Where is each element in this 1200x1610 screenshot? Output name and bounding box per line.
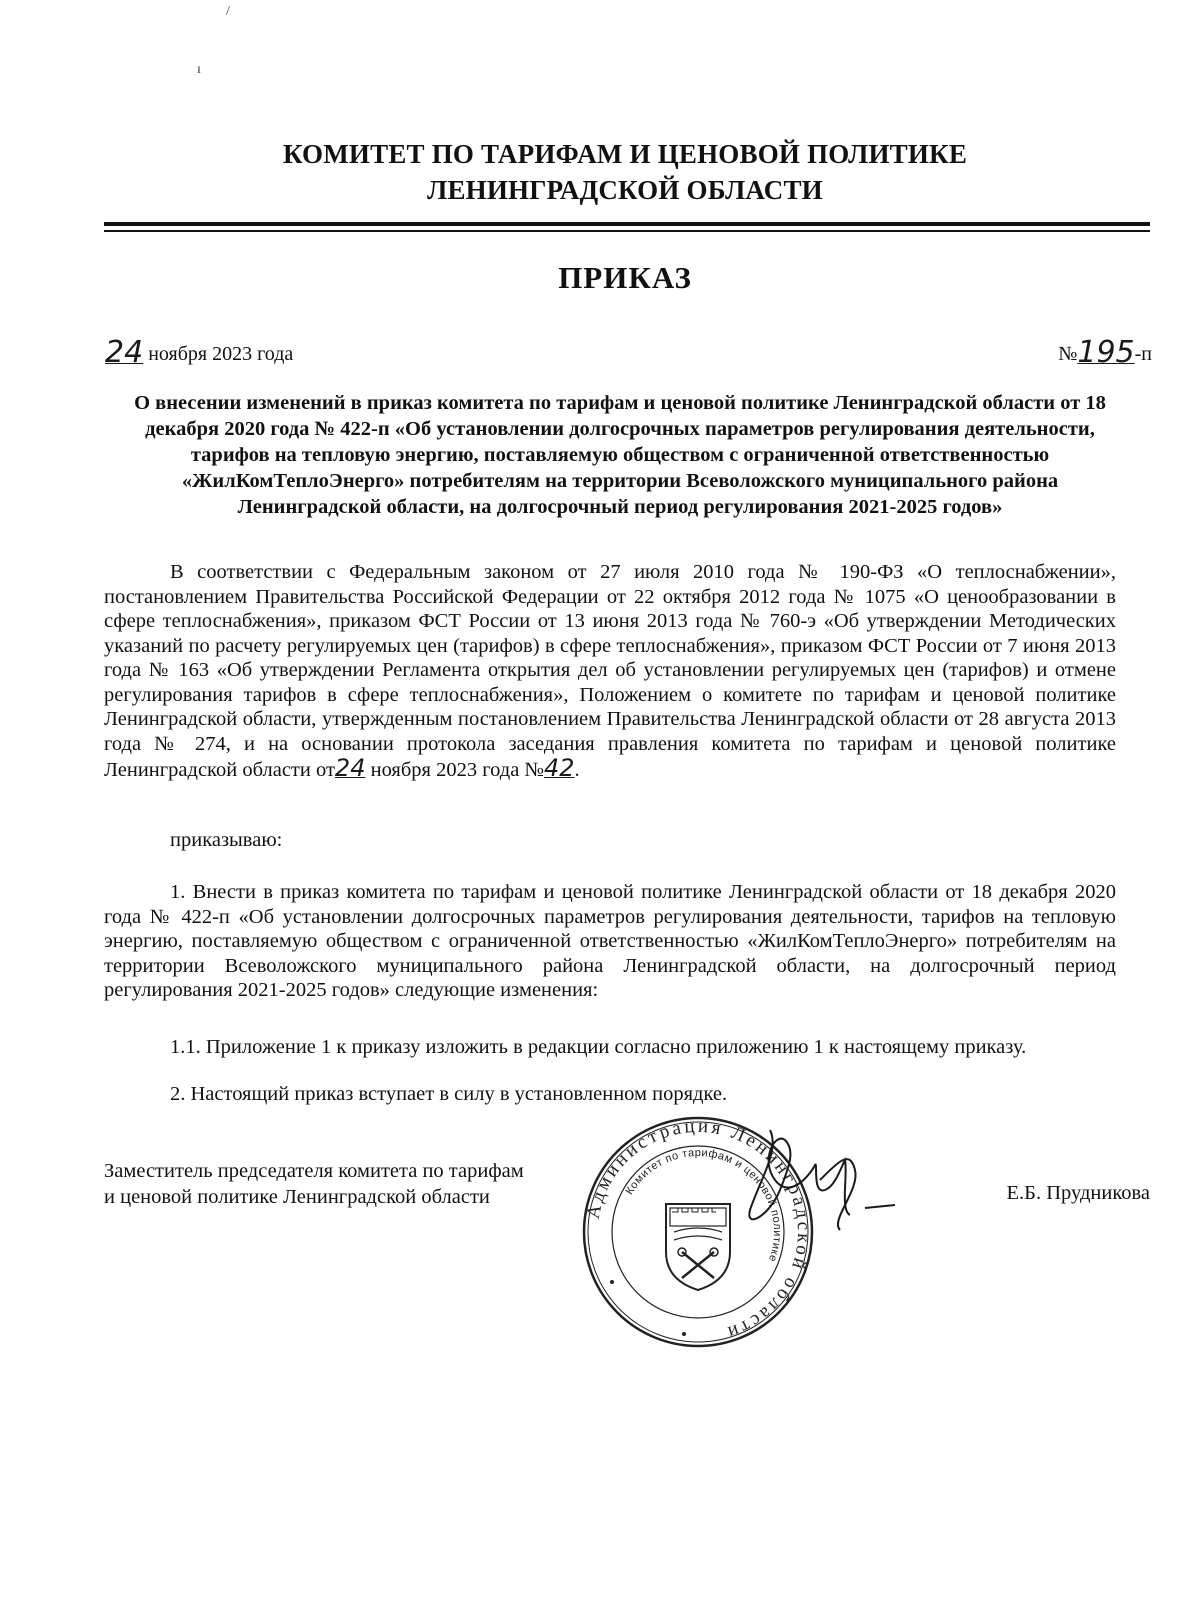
issuer-line-2: ЛЕНИНГРАДСКОЙ ОБЛАСТИ [427,175,823,205]
date-day-handwritten: 24 [105,335,144,370]
item-1-1: 1.1. Приложение 1 к приказу изложить в редакции согласно приложению 1 к настоящему приказу. [170,1036,1027,1058]
number-prefix: № [1058,343,1078,365]
protocol-day-handwritten: 24 [334,754,366,782]
preamble-paragraph [104,560,1116,783]
issuer-header [100,136,1150,208]
header-rule-thick [104,222,1150,226]
preamble-text: В соответствии с Федеральным законом от 27 июля 2010 года № 190-ФЗ «О теплоснабжении», постановлением Правительства Российской Федерации от 22 октября 2012 года № 1075 «О ценообразовании в сфере теплоснабжения», приказом ФСТ России от 13 июня 2013 года № 760-э «Об утверждении Методических указаний по расчету регулируемых цен (тарифов) в сфере теплоснабжения», приказом ФСТ России от 7 июня 2013 года № 163 «Об утверждении Регламента открытия дел об установлении регулируемых цен (тарифов) и отмене регулирования тарифов в сфере теплоснабжения», Положением о комитете по тарифам и ценовой политике Ленинградской области, утвержденным постановлением Правительства Ленинградской области от 28 августа 2013 года № 274, и на основании протокола заседания правления комитета по тарифам и ценовой политике Ленинградской области от [104,561,1116,781]
item-2: 2. Настоящий приказ вступает в силу в установленном порядке. [170,1083,728,1105]
issuer-line-1: КОМИТЕТ ПО ТАРИФАМ И ЦЕНОВОЙ ПОЛИТИКЕ [282,139,968,169]
header-rule-thin [104,230,1150,232]
signatory-position [104,1158,524,1210]
document-title: О внесении изменений в приказ комитета по тарифам и ценовой политике Ленинградской области от 18 декабря 2020 года № 422-п «Об установлении долгосрочных параметров регулирования деятельности, тарифов на тепловую энергию, поставляемую обществом с ограниченной ответственностью «ЖилКомТеплоЭнерго» потребителям на территории Всеволожского муниципального района Ленинградской области, на долгосрочный период регулирования 2021-2025 годов» [134,392,1106,518]
number-handwritten: 195 [1077,335,1135,370]
preamble-end: . [574,759,580,781]
decree-word: приказываю: [170,829,283,851]
handwritten-signature [700,1120,920,1250]
item-1: 1. Внести в приказ комитета по тарифам и ценовой политике Ленинградской области от 18 декабря 2020 года № 422-п «Об установлении долгосрочных параметров регулирования деятельности, тарифов на тепловую энергию, поставляемую обществом с ограниченной ответственностью «ЖилКомТеплоЭнерго» потребителям на территории Всеволожского муниципального района Ленинградской области, на долгосрочный период регулирования 2021-2025 годов» следующие изменения: [104,881,1116,1001]
document-number [1058,335,1152,370]
date-month-year: ноября 2023 года [148,343,294,365]
protocol-date-text: ноября 2023 года № [365,759,544,781]
signatory-name: Е.Б. Прудникова [1006,1182,1150,1204]
protocol-number-handwritten: 42 [543,754,575,782]
scan-artifact: / [226,4,230,19]
stamp-outer-text: Администрация Ленинградской области [582,1115,815,1344]
number-suffix: -п [1134,343,1152,365]
signatory-position-line-2: и ценовой политике Ленинградской области [104,1186,490,1208]
document-date [105,335,293,370]
document-type: ПРИКАЗ [558,260,692,295]
signatory-position-line-1: Заместитель председателя комитета по тарифам [104,1160,524,1182]
scan-artifact: ı [197,62,201,77]
stamp-inner-text: Комитет по тарифам и ценовой политике [623,1146,784,1264]
